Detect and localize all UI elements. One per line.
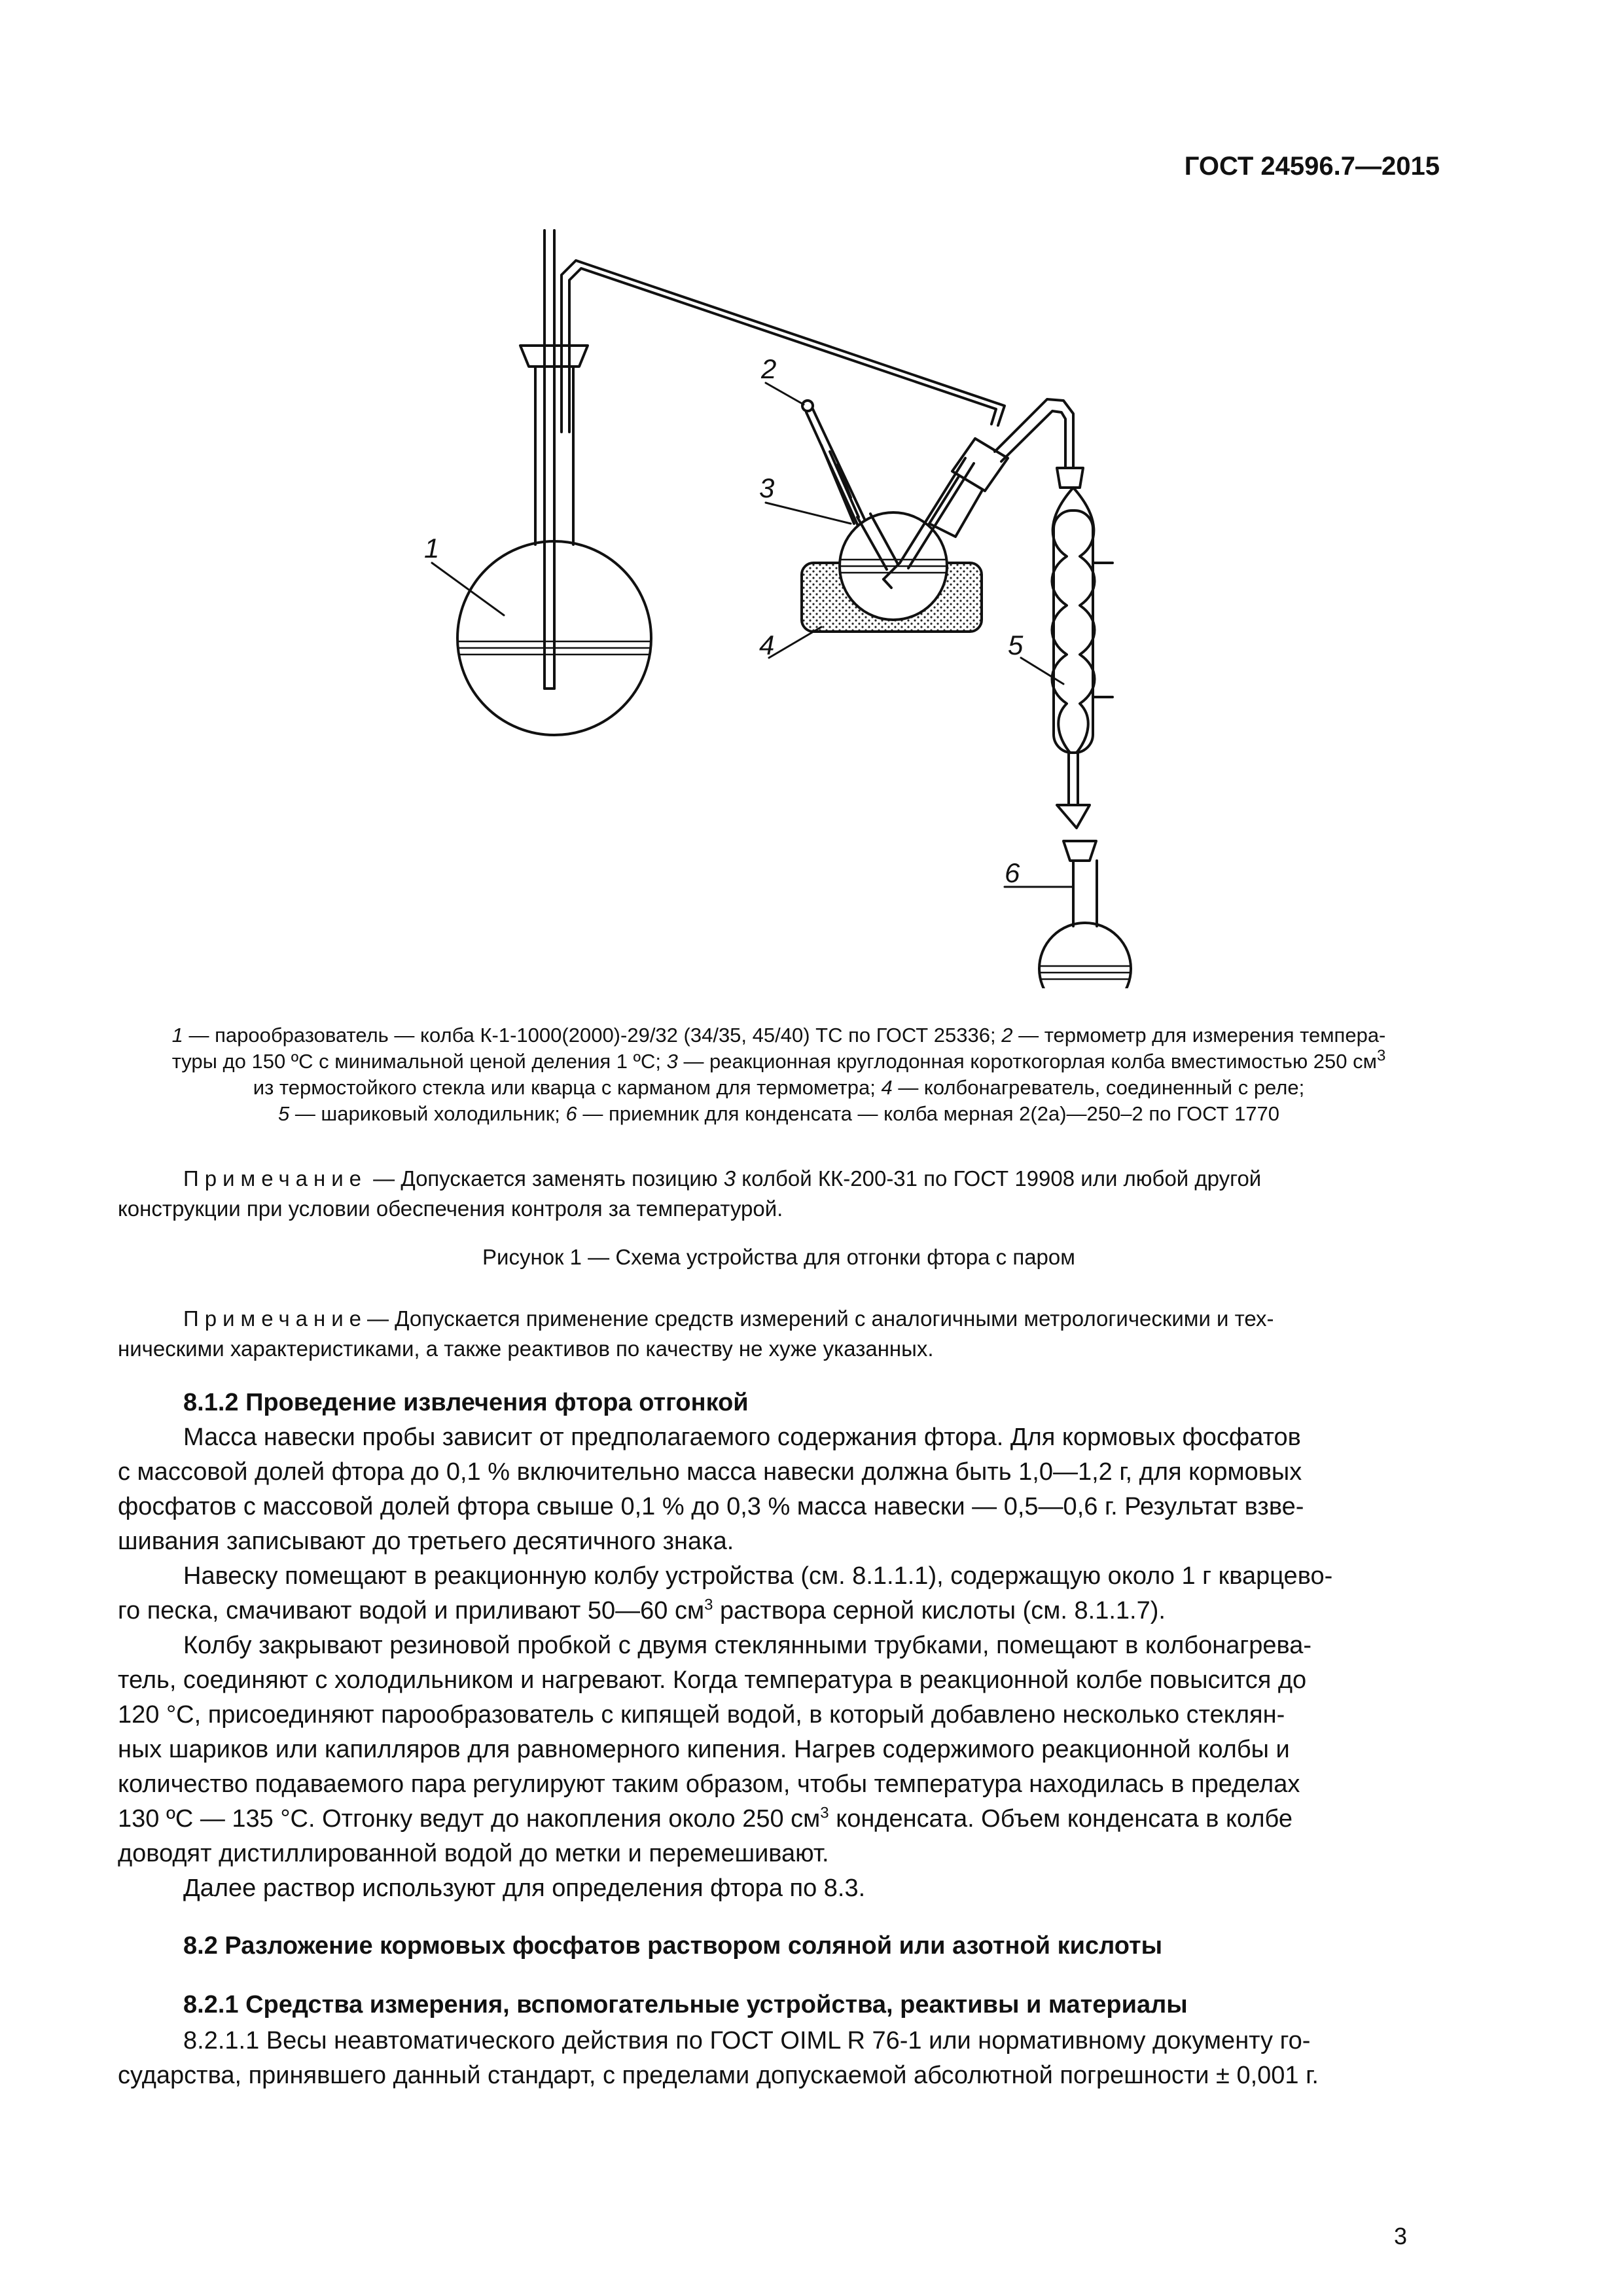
- label-5: 5: [1008, 630, 1024, 660]
- general-note: Примечание— Допускается применение средств измерений с аналогичными метрологическими и тех- ническими характеристиками, а также реактивов по качеству не хуже указанных.: [118, 1306, 1274, 1361]
- steam-generator-flask: [457, 230, 651, 735]
- document-header: ГОСТ 24596.7—2015: [1184, 152, 1440, 181]
- label-3: 3: [759, 473, 775, 503]
- label-6: 6: [1005, 857, 1020, 888]
- label-2: 2: [761, 353, 777, 384]
- distillate-tube: [995, 399, 1073, 468]
- steam-tube: [562, 260, 1005, 425]
- heading-8-2-1: 8.2.1 Средства измерения, вспомогательные устройства, реактивы и материалы: [183, 1991, 1188, 2018]
- page-number: 3: [1394, 2223, 1408, 2250]
- figure-legend: 1 — парообразователь — колба К-1-1000(2000)-29/32 (34/35, 45/40) ТС по ГОСТ 25336; 2 — термометр для измерения темпера- туры до 150 ºС с минимальной ценой деления 1 ºС; 3 — реакционная круглодонная короткогорлая колба вместимостью 250 $см^3$ из термостойкого стекла или кварца с карманом для термометра; 4 — колбонагреватель, соединенный с реле; 5 — шариковый холодильник; 6 — приемник для конденсата — колба мерная 2(2а)—250–2 по ГОСТ 1770: [171, 1024, 1386, 1125]
- heading-8-1-2: 8.1.2 Проведение извлечения фтора отгонкой: [183, 1389, 749, 1416]
- paragraph-further-use: Далее раствор используют для определения фтора по 8.3.: [183, 1874, 866, 1902]
- paragraph-sample-mass: Масса навески пробы зависит от предполагаемого содержания фтора. Для кормовых фосфатов с массовой долей фтора до 0,1 % включительно масса навески должна быть 1,0—1,2 г, для кормовых фосфатов с массовой долей фтора свыше 0,1 % до 0,3 % масса навески — 0,5—0,6 г. Результат взве- шивания записывают до третьего десятичного знака.: [118, 1424, 1304, 1555]
- ball-condenser: [1052, 468, 1113, 828]
- paragraph-scales: 8.2.1.1 Весы неавтоматического действия по ГОСТ OIML R 76-1 или нормативному документу го- сударства, принявшего данный стандарт, с пределами допускаемой абсолютной погрешности ± 0,001 г.: [118, 2027, 1319, 2089]
- figure-note: Примечание — Допускается заменять позицию 3 колбой КК-200-31 по ГОСТ 19908 или любой другой конструкции при условии обеспечения контроля за температурой.: [118, 1166, 1262, 1221]
- apparatus-diagram: [366, 216, 1217, 988]
- label-1: 1: [424, 533, 440, 564]
- heading-8-2: 8.2 Разложение кормовых фосфатов раствором соляной или азотной кислоты: [183, 1932, 1163, 1960]
- label-4: 4: [759, 630, 775, 660]
- paragraph-distillation: Колбу закрывают резиновой пробкой с двумя стеклянными трубками, помещают в колбонагрева- тель, соединяют с холодильником и нагревают. Когда температура в реакционной колбе повысится до 120 °С, присоединяют парообразователь с кипящей водой, в который добавлено несколько стеклян- ных шариков или капилляров для равномерного кипения. Нагрев содержимого реакционной колбы и количество подаваемого пара регулируют таким образом, чтобы температура находилась в пределах 130 ºС — 135 °С. Отгонку ведут до накопления около 250 $см^3$ конденсата. Объем конденсата в колбе доводят дистиллированной водой до метки и перемешивают.: [118, 1632, 1312, 1867]
- paragraph-sample-placement: Навеску помещают в реакционную колбу устройства (см. 8.1.1.1), содержащую около 1 г кварцево- го песка, смачивают водой и приливают 50—60 $см^3$ раствора серной кислоты (см. 8.1.1.7).: [118, 1562, 1333, 1624]
- figure-caption: Рисунок 1 — Схема устройства для отгонки фтора с паром: [482, 1245, 1075, 1269]
